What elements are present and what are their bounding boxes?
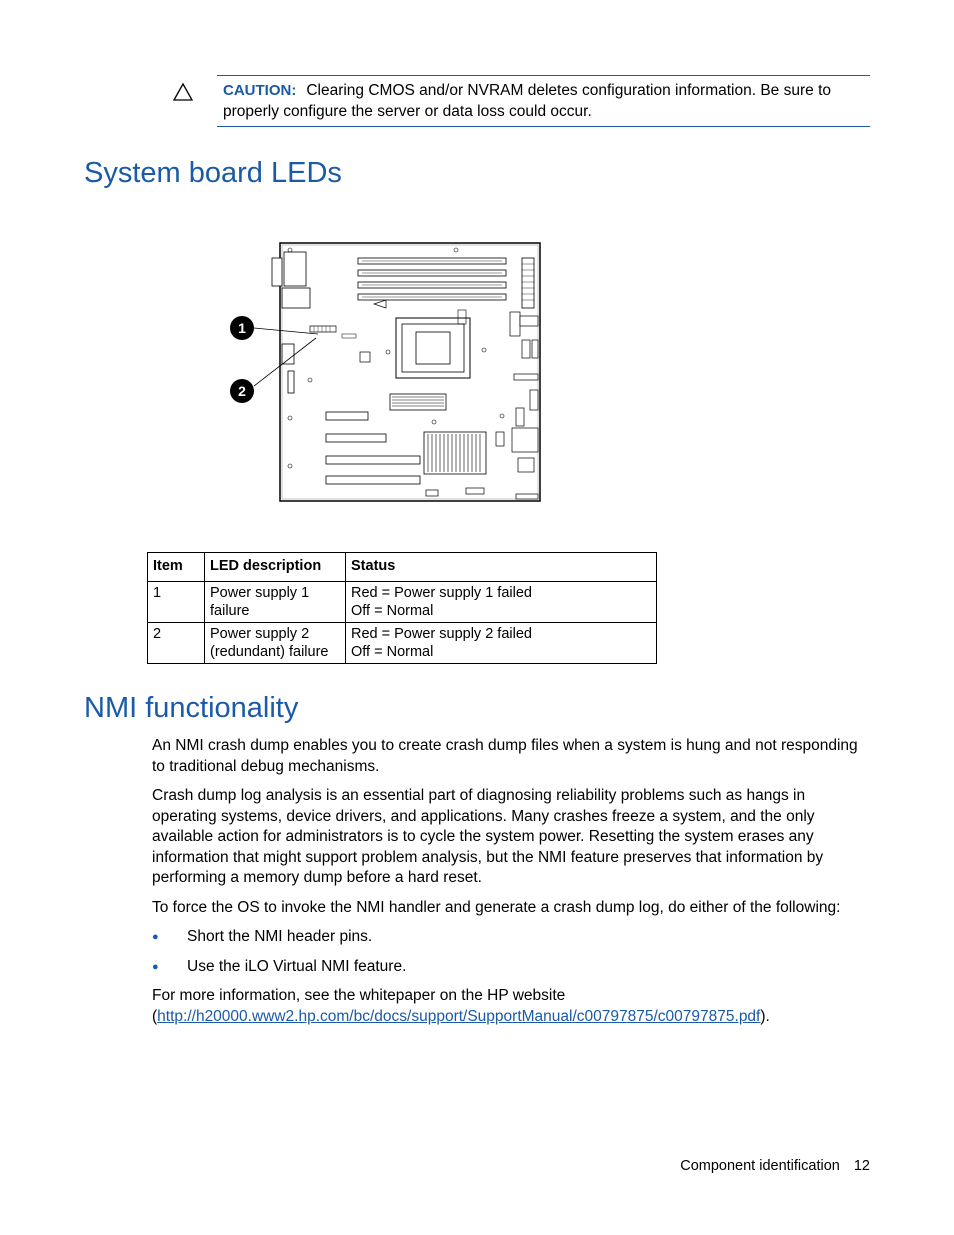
caution-label: CAUTION: <box>223 82 297 99</box>
status-line: Off = Normal <box>351 603 434 619</box>
bullet-icon: ● <box>152 960 159 973</box>
paragraph-text: For more information, see the whitepaper on the HP website <box>152 987 566 1004</box>
caution-triangle-icon <box>172 82 194 102</box>
table-row <box>148 623 657 664</box>
cell-item: 1 <box>148 582 205 623</box>
column-header-led-description: LED description <box>205 553 346 582</box>
list-item-text: Use the iLO Virtual NMI feature. <box>187 957 407 975</box>
cell-description: Power supply 1 failure <box>205 582 346 623</box>
nmi-body <box>152 736 872 1036</box>
page-footer <box>680 1158 870 1174</box>
bullet-icon: ● <box>152 931 159 943</box>
footer-section-name: Component identification <box>680 1158 840 1174</box>
status-line: Red = Power supply 1 failed <box>351 585 532 601</box>
status-line: Red = Power supply 2 failed <box>351 626 532 642</box>
led-table <box>147 552 657 664</box>
cell-item: 2 <box>148 623 205 664</box>
list-item <box>152 957 872 978</box>
link-close-paren: ). <box>760 1007 770 1025</box>
cell-status <box>346 623 657 664</box>
paragraph: An NMI crash dump enables you to create crash dump files when a system is hung and not responding to traditional debug mechanisms. <box>152 737 858 775</box>
column-header-status: Status <box>346 553 657 582</box>
callout-1-label: 1 <box>238 320 246 336</box>
page-number: 12 <box>853 1158 870 1174</box>
paragraph: Crash dump log analysis is an essential part of diagnosing reliability problems such as hangs in operating systems, device drivers, and applications. Many crashes freeze a system, and the only available action for administrators is to cycle the system power. Resetting the system erases any information that might support problem analysis, but the NMI feature preserves that information by performing a memory dump before a hard reset. <box>152 787 824 886</box>
column-header-item: Item <box>148 553 205 582</box>
whitepaper-link[interactable]: http://h20000.www2.hp.com/bc/docs/support/SupportManual/c00797875/c00797875.pdf <box>157 1007 761 1025</box>
system-board-diagram <box>226 240 546 508</box>
paragraph: To force the OS to invoke the NMI handler and generate a crash dump log, do either of the following: <box>152 898 841 916</box>
list-item-text: Short the NMI header pins. <box>187 928 373 945</box>
cell-description: Power supply 2 (redundant) failure <box>205 623 346 664</box>
table-header-row <box>148 553 657 582</box>
cell-status <box>346 582 657 623</box>
link-open-paren: ( <box>152 1007 158 1025</box>
callout-2-label: 2 <box>238 383 246 399</box>
caution-text: Clearing CMOS and/or NVRAM deletes configuration information. Be sure to properly configure the server or data loss could occur. <box>223 82 831 120</box>
status-line: Off = Normal <box>351 644 434 660</box>
section-title-nmi-functionality: NMI functionality <box>84 692 299 724</box>
caution-box <box>217 75 870 127</box>
section-title-system-board-leds: System board LEDs <box>84 157 342 189</box>
paragraph <box>152 986 872 1027</box>
table-row <box>148 582 657 623</box>
list-item <box>152 927 872 948</box>
